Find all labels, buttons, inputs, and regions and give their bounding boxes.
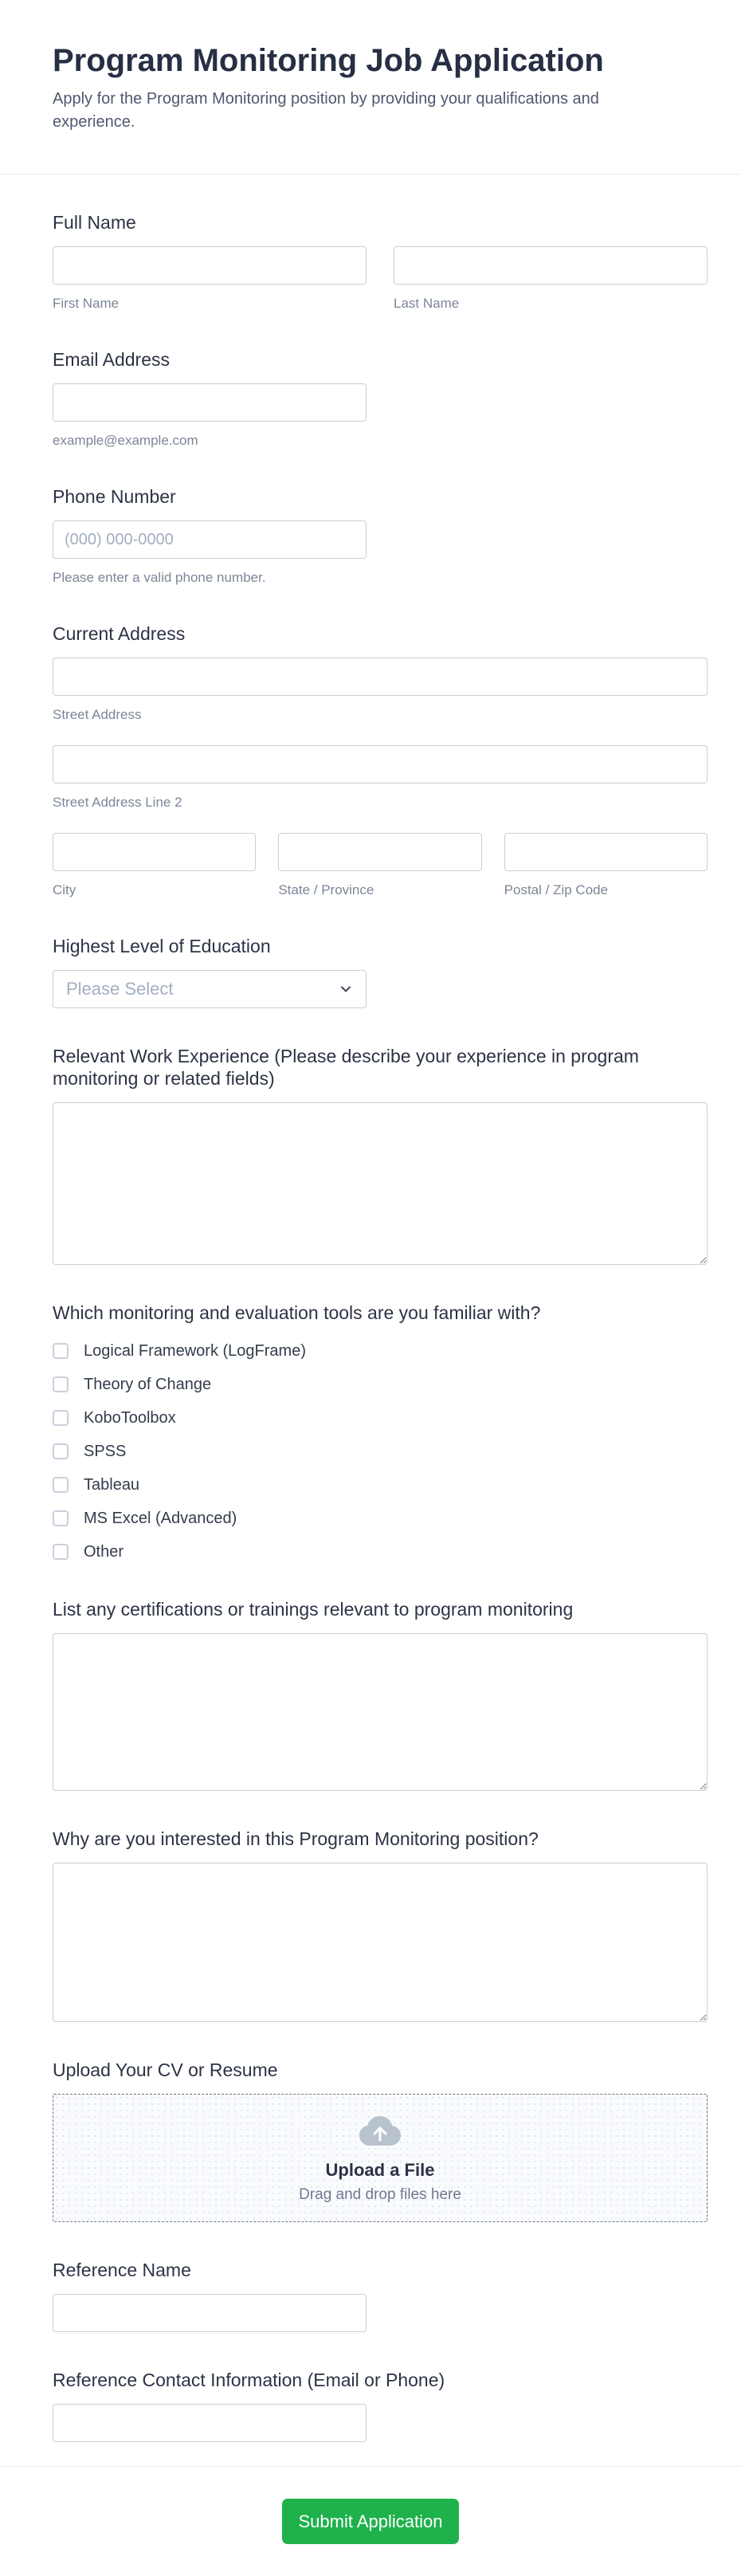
page-subtitle: Apply for the Program Monitoring position by providing your qualifications and experience. — [53, 90, 599, 131]
field-education — [53, 935, 708, 1008]
last-name-sublabel: Last Name — [394, 296, 460, 311]
phone-label: Phone Number — [53, 486, 176, 507]
state-input[interactable] — [278, 833, 481, 871]
checkbox-logframe[interactable] — [53, 1343, 69, 1359]
field-phone — [53, 485, 708, 586]
reference-contact-label: Reference Contact Information (Email or Phone) — [53, 2370, 445, 2390]
checkbox-spss[interactable] — [53, 1443, 69, 1459]
checkbox-label: Logical Framework (LogFrame) — [84, 1342, 306, 1360]
last-name-input[interactable] — [394, 246, 708, 285]
tools-option-row — [53, 1375, 708, 1394]
certifications-textarea[interactable] — [53, 1633, 708, 1791]
tools-label: Which monitoring and evaluation tools are you familiar with? — [53, 1302, 541, 1323]
email-sublabel: example@example.com — [53, 433, 198, 448]
state-sublabel: State / Province — [278, 882, 374, 897]
motivation-textarea[interactable] — [53, 1863, 708, 2022]
header-divider — [0, 174, 741, 175]
checkbox-label: SPSS — [84, 1443, 127, 1460]
certifications-label: List any certifications or trainings relevant to program monitoring — [53, 1599, 574, 1620]
education-label: Highest Level of Education — [53, 936, 271, 956]
checkbox-label: Theory of Change — [84, 1376, 212, 1393]
email-input[interactable] — [53, 383, 367, 422]
field-experience — [53, 1045, 708, 1265]
tools-option-row — [53, 1341, 708, 1361]
education-select[interactable] — [53, 970, 367, 1008]
field-email — [53, 348, 708, 449]
checkbox-ms-excel[interactable] — [53, 1510, 69, 1526]
street-address-input[interactable] — [53, 658, 708, 696]
upload-hint: Drag and drop files here — [299, 2185, 461, 2203]
education-select-value: Please Select — [66, 979, 174, 999]
street-address2-input[interactable] — [53, 745, 708, 783]
motivation-label: Why are you interested in this Program Monitoring position? — [53, 1828, 539, 1849]
checkbox-kobotoolbox[interactable] — [53, 1410, 69, 1426]
address-label: Current Address — [53, 623, 186, 644]
experience-textarea[interactable] — [53, 1102, 708, 1265]
checkbox-theory-of-change[interactable] — [53, 1376, 69, 1392]
field-full-name — [53, 211, 708, 312]
first-name-sublabel: First Name — [53, 296, 120, 311]
checkbox-label: MS Excel (Advanced) — [84, 1510, 237, 1527]
field-reference-contact — [53, 2369, 708, 2442]
reference-name-input[interactable] — [53, 2294, 367, 2332]
reference-name-label: Reference Name — [53, 2260, 191, 2280]
experience-label: Relevant Work Experience (Please describe your experience in program monitoring or related fields) — [53, 1046, 639, 1089]
tools-option-row — [53, 1408, 708, 1427]
upload-label: Upload Your CV or Resume — [53, 2060, 278, 2080]
chevron-down-icon — [339, 982, 353, 996]
reference-contact-input[interactable] — [53, 2404, 367, 2442]
submit-button[interactable]: Submit Application — [282, 2499, 459, 2544]
zip-input[interactable] — [504, 833, 708, 871]
city-sublabel: City — [53, 882, 76, 897]
tools-option-row — [53, 1509, 708, 1528]
phone-sublabel: Please enter a valid phone number. — [53, 570, 266, 585]
email-label: Email Address — [53, 349, 171, 370]
form-header — [0, 0, 741, 174]
street-address-sublabel: Street Address — [53, 707, 142, 722]
page-title: Program Monitoring Job Application — [53, 43, 604, 78]
checkbox-label: KoboToolbox — [84, 1409, 176, 1427]
field-tools — [53, 1302, 708, 1561]
full-name-label: Full Name — [53, 212, 136, 233]
field-certifications — [53, 1598, 708, 1791]
city-input[interactable] — [53, 833, 256, 871]
checkbox-other[interactable] — [53, 1544, 69, 1560]
upload-cloud-icon — [358, 2113, 402, 2154]
checkbox-label: Other — [84, 1543, 124, 1561]
field-address — [53, 622, 708, 898]
tools-option-row — [53, 1475, 708, 1494]
field-motivation — [53, 1828, 708, 2022]
tools-option-row — [53, 1442, 708, 1461]
checkbox-tableau[interactable] — [53, 1477, 69, 1493]
street-address2-sublabel: Street Address Line 2 — [53, 795, 182, 810]
upload-button-text: Upload a File — [325, 2159, 435, 2180]
zip-sublabel: Postal / Zip Code — [504, 882, 609, 897]
file-dropzone[interactable] — [53, 2094, 708, 2222]
form-body — [0, 211, 741, 2442]
checkbox-label: Tableau — [84, 1476, 140, 1494]
tools-option-row — [53, 1542, 708, 1561]
submit-section — [0, 2466, 741, 2576]
field-upload — [53, 2059, 708, 2222]
first-name-input[interactable] — [53, 246, 367, 285]
field-reference-name — [53, 2259, 708, 2332]
phone-input[interactable] — [53, 520, 367, 559]
